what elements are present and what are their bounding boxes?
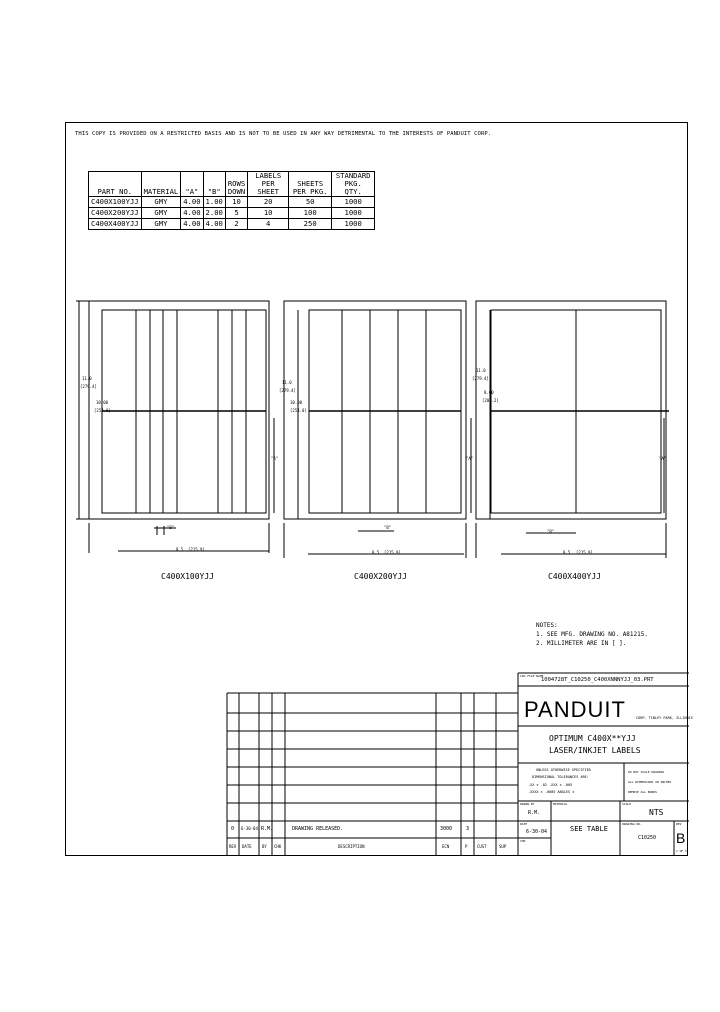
cell-rows: 10 (225, 196, 247, 207)
cell-labels: 10 (248, 207, 289, 218)
tol-3: .XX ± .02 .XXX ± .005 (528, 783, 573, 787)
rev-row-p: 3 (466, 826, 470, 832)
v1-height-mm: [279.4] (80, 384, 97, 389)
v3-inner-mm: [203.2] (482, 398, 499, 403)
sheet-no: 1 OF 1 (676, 849, 687, 853)
v1-label: C400X100YJJ (161, 572, 214, 581)
col-rows-down: ROWS DOWN (225, 172, 247, 197)
cell-sheets: 50 (289, 196, 332, 207)
v3-inner: 8.00 (484, 390, 494, 395)
cell-sheets: 100 (289, 207, 332, 218)
rev: B (676, 830, 686, 846)
v1-height: 11.0 (82, 376, 92, 381)
cell-a: 4.00 (181, 196, 203, 207)
cell-rows: 2 (225, 218, 247, 229)
col-part-no: PART NO. (89, 172, 142, 197)
cell-labels: 20 (248, 196, 289, 207)
chk-label: CHK (520, 839, 526, 843)
hdr-date: DATE (242, 844, 252, 849)
v1-width: 8.5 (176, 547, 184, 552)
cell-a: 4.00 (181, 218, 203, 229)
view-c400x100 (76, 301, 274, 553)
cell-sheets: 250 (289, 218, 332, 229)
rev-row-desc: DRAWING RELEASED. (292, 826, 344, 832)
cell-part: C400X100YJJ (89, 196, 142, 207)
date: 6-30-04 (526, 829, 548, 835)
hdr-rev: REV (229, 844, 237, 849)
v3-label: C400X400YJJ (548, 572, 601, 581)
cell-qty: 1000 (332, 196, 375, 207)
cell-part: C400X200YJJ (89, 207, 142, 218)
view-c400x200 (284, 301, 474, 558)
v3-width-mm: [215.9] (576, 550, 593, 555)
rnote-2: ALL DIMENSIONS IN INCHES (628, 780, 672, 784)
v1-inner: 10.00 (96, 400, 109, 405)
v3-dim-b: "B" (547, 529, 555, 534)
panduit-logo: PANDUIT (524, 697, 626, 722)
cell-b: 2.00 (203, 207, 225, 218)
v2-inner-mm: [254.0] (290, 408, 307, 413)
cell-b: 4.00 (203, 218, 225, 229)
hdr-sup: SUP (499, 844, 507, 849)
cell-a: 4.00 (181, 207, 203, 218)
v3-width: 8.5 (563, 550, 571, 555)
drawn-by: R.M. (528, 810, 541, 816)
material-label: MATERIAL (553, 802, 568, 806)
v2-width-mm: [215.9] (384, 550, 401, 555)
hdr-cust: CUST (477, 844, 487, 849)
cell-part: C400X400YJJ (89, 218, 142, 229)
v2-inner: 10.00 (290, 400, 303, 405)
cell-labels: 4 (248, 218, 289, 229)
cell-material: GMY (141, 196, 181, 207)
cell-material: GMY (141, 207, 181, 218)
tol-2: DIMENSIONAL TOLERANCES ARE: (532, 775, 589, 779)
v1-width-mm: [215.9] (188, 547, 205, 552)
cell-b: 1.00 (203, 196, 225, 207)
cad-file-name: 1004728T_C10250_C400XNNNYJJ_03.PRT (541, 677, 654, 683)
v1-inner-mm: [254.0] (94, 408, 111, 413)
notes-line-2: 2. MILLIMETER ARE IN [ ]. (536, 640, 627, 647)
rev-row-date: 6-30-04 (241, 826, 258, 831)
title-line-2: LASER/INKJET LABELS (549, 746, 641, 755)
v2-label: C400X200YJJ (354, 572, 407, 581)
drawing-sheet (65, 122, 693, 856)
hdr-desc: DESCRIPTION (338, 844, 365, 849)
col-labels-per-sheet: LABELS PER SHEET (248, 172, 289, 197)
hdr-by: BY (262, 844, 267, 849)
v2-dim-a: "A" (466, 456, 474, 461)
v1-dim-a: "A" (271, 456, 279, 461)
restriction-notice: THIS COPY IS PROVIDED ON A RESTRICTED BASIS AND IS NOT TO BE USED IN ANY WAY DETRIMENTAL TO THE INTERESTS OF PANDUIT CORP. (75, 131, 492, 137)
scale-label: SCALE (622, 802, 632, 806)
cell-qty: 1000 (332, 218, 375, 229)
scale: NTS (649, 808, 664, 817)
cell-qty: 1000 (332, 207, 375, 218)
col-a: "A" (181, 172, 203, 197)
v2-dim-b: "B" (384, 525, 392, 530)
drawing-no-label: DRAWING NO. (622, 822, 642, 826)
rnote-3: REMOVE ALL BURRS (628, 790, 657, 794)
cad-file-label: CAD FILE NAME (520, 674, 544, 678)
material-value: SEE TABLE (570, 825, 608, 833)
date-label: DATE (520, 822, 528, 826)
hdr-chk: CHK (274, 844, 282, 849)
title-line-1: OPTIMUM C400X**YJJ (549, 734, 636, 743)
drawn-label: DRAWN BY (520, 802, 535, 806)
col-sheets-per-pkg: SHEETS PER PKG. (289, 172, 332, 197)
brand-sub: CORP. TINLEY PARK, ILLINOIS (636, 716, 693, 720)
view-c400x400 (476, 301, 669, 558)
col-standard-qty: STANDARD PKG. QTY. (332, 172, 375, 197)
hdr-p: P (465, 844, 468, 849)
col-material: MATERIAL (141, 172, 181, 197)
tol-1: UNLESS OTHERWISE SPECIFIED (536, 768, 591, 772)
v3-height-mm: [279.4] (472, 376, 489, 381)
v1-dim-b: "B" (167, 525, 175, 530)
col-b: "B" (203, 172, 225, 197)
v3-height: 11.0 (476, 368, 486, 373)
rnote-1: DO NOT SCALE DRAWING (628, 770, 665, 774)
notes-line-1: 1. SEE MFG. DRAWING NO. A81215. (536, 631, 648, 638)
rev-label: REV (676, 822, 682, 826)
rev-row-ecn: 3000 (440, 826, 453, 832)
notes-title: NOTES: (536, 622, 558, 629)
cell-material: GMY (141, 218, 181, 229)
rev-row-rev: 0 (231, 826, 235, 832)
rev-row-by: R.M. (261, 826, 274, 832)
drawing-no: C10250 (638, 835, 657, 841)
v2-height-mm: [279.4] (279, 388, 296, 393)
v3-dim-a: "A" (659, 456, 667, 461)
v2-width: 8.5 (372, 550, 380, 555)
cell-rows: 5 (225, 207, 247, 218)
hdr-ecn: ECN (442, 844, 450, 849)
v2-height: 11.0 (282, 380, 292, 385)
tol-4: .XXXX ± .0005 ANGLES ± (528, 790, 575, 794)
